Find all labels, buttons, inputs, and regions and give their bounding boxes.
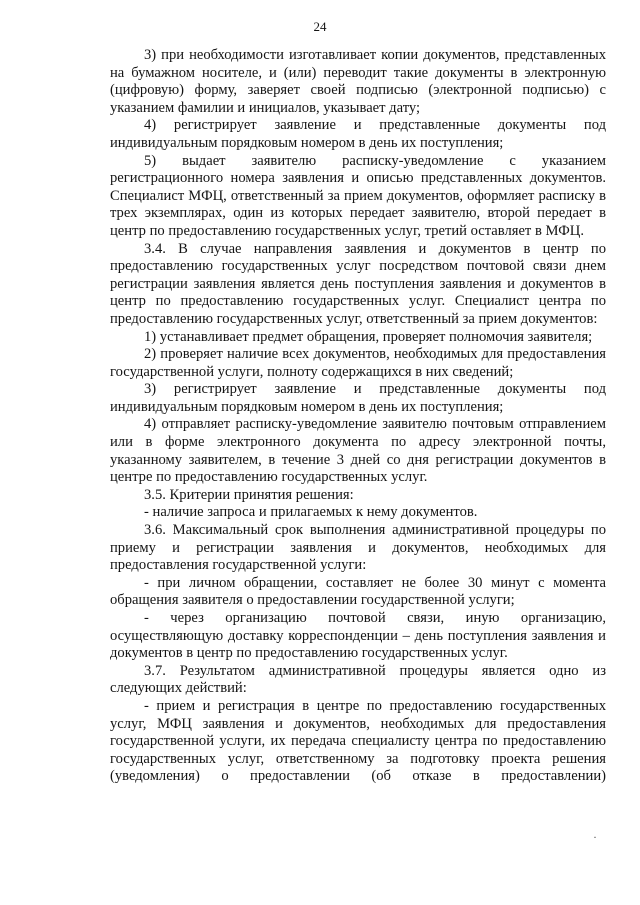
list-item: 1) устанавливает предмет обращения, проверяет полномочия заявителя;: [144, 328, 593, 345]
page-body: [110, 47, 606, 786]
section-3-4-paragraph: 3.4. В случае направления заявления и документов в центр по предоставлению государственных услуг посредством почтовой связи днем регистрации заявления является день поступления заявления и документов в центр по предоставлению государственных услуг. Специалист центра по предоставлению государственных услуг, ответственный за прием документов:: [110, 240, 606, 327]
section-3-5-heading: 3.5. Критерии принятия решения:: [144, 486, 354, 503]
list-item: - через организацию почтовой связи, иную организацию, осуществляющую доставку корреспонденции – день поступления заявления и документов в центр по предоставлению государственных услуг.: [110, 610, 606, 662]
list-item: 5) выдает заявителю расписку-уведомление с указанием регистрационного номера заявления и описью представленных документов. Специалист МФЦ, ответственный за прием документов, оформляет расписку в трех экземплярах, один из которых передает заявителю, второй передает в центр по предоставлению государственных услуг, третий оставляет в МФЦ.: [110, 152, 606, 239]
list-item: - прием и регистрация в центре по предоставлению государственных услуг, МФЦ заявления и документов, необходимых для предоставления государственной услуги, их передача специалисту центра по предоставлению государственных услуг, ответственному за подготовку проекта решения (уведомления) о предоставлении (об отказе в предоставлении): [110, 697, 606, 785]
list-item: - наличие запроса и прилагаемых к нему документов.: [144, 504, 478, 521]
list-item: 2) проверяет наличие всех документов, необходимых для предоставления государственной услуги, полноту содержащихся в них сведений;: [110, 346, 606, 380]
list-item: 4) регистрирует заявление и представленные документы под индивидуальным порядковым номером в день их поступления;: [110, 117, 606, 151]
section-3-6-paragraph: 3.6. Максимальный срок выполнения административной процедуры по приему и регистрации заявления и документов, необходимых для предоставления государственной услуги:: [110, 522, 606, 574]
list-item: 3) при необходимости изготавливает копии документов, представленных на бумажном носителе, и (или) переводит такие документы в электронную (цифровую) форму, заверяет своей подписью (электронной подписью) с указанием фамилии и инициалов, указывает дату;: [110, 47, 606, 116]
list-item: 3) регистрирует заявление и представленные документы под индивидуальным порядковым номером в день их поступления;: [110, 381, 606, 415]
scan-mark: ·: [593, 830, 597, 844]
page-number: 24: [313, 19, 327, 34]
section-3-7-paragraph: 3.7. Результатом административной процедуры является одно из следующих действий:: [110, 662, 606, 697]
list-item: - при личном обращении, составляет не более 30 минут с момента обращения заявителя о предоставлении государственной услуги;: [110, 574, 606, 609]
list-item: 4) отправляет расписку-уведомление заявителю почтовым отправлением или в форме электронного документа по адресу электронной почты, указанному заявителем, в течение 3 дней со дня регистрации документов в центре по предоставлению государственных услуг.: [110, 416, 606, 486]
